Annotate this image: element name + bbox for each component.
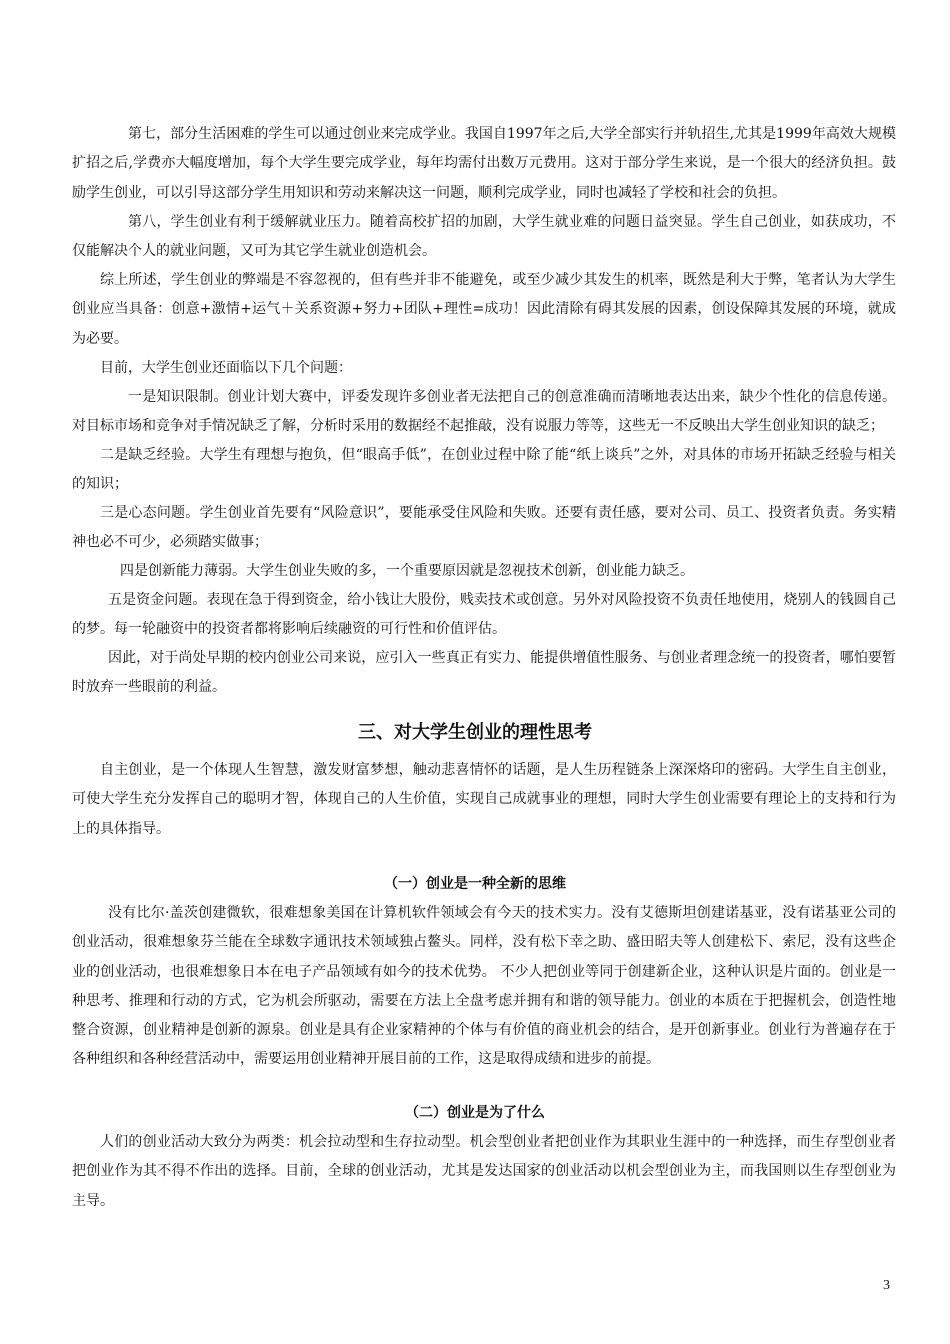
paragraph-problem-knowledge: 一是知识限制。创业计划大赛中，评委发现许多创业者无法把自己的创意准确而清晰地表达出来，缺少个性化的信息传递。对目标市场和竞争对手情况缺乏了解，分析时采用的数据经不起推敲，没有说服力等等，这些无一不反映出大学生创业知识的缺乏； (72, 389, 896, 435)
paragraph-problem-experience: 二是缺乏经验。大学生有理想与抱负，但“眼高手低”，在创业过程中除了能“纸上谈兵”之外，对具体的市场开拓缺乏经验与相关的知识； (72, 447, 896, 493)
paragraph-problem-innovation: 四是创新能力薄弱。大学生创业失败的多，一个重要原因就是忽视技术创新，创业能力缺乏。 (120, 563, 694, 579)
paragraph-why-entrepreneurship: 人们的创业活动大致分为两类：机会拉动型和生存拉动型。机会型创业者把创业作为其职业生涯中的一种选择，而生存型创业者把创业作为其不得不作出的选择。目前，全球的创业活动，尤其是发达国家的创业活动以机会型创业为主，而我国则以生存型创业为主导。 (72, 1134, 896, 1209)
subsection-title-2: （二）创业是为了什么 (405, 1105, 545, 1121)
paragraph-summary: 综上所述，学生创业的弊端是不容忽视的，但有些并非不能避免，或至少减少其发生的机率，既然是利大于弊，笔者认为大学生创业应当具备：创意+激情+运气＋关系资源+努力+团队+理性=成功！因此清除有碍其发展的因素，创设保障其发展的环境，就成为必要。 (72, 272, 896, 347)
paragraph-eighth: 第八，学生创业有利于缓解就业压力。随着高校扩招的加剧，大学生就业难的问题日益突显。学生自己创业，如获成功，不仅能解决个人的就业问题，又可为其它学生就业创造机会。 (72, 214, 896, 260)
paragraph-therefore: 因此，对于尚处早期的校内创业公司来说，应引入一些真正有实力、能提供增值性服务、与创业者理念统一的投资者，哪怕要暂时放弃一些眼前的利益。 (72, 650, 896, 696)
section-title: 三、对大学生创业的理性思考 (358, 722, 592, 743)
paragraph-problem-mindset: 三是心态问题。学生创业首先要有“风险意识”，要能承受住风险和失败。还要有责任感，要对公司、员工、投资者负责。务实精神也必不可少，必须踏实做事； (72, 505, 896, 551)
paragraph-self-employment: 自主创业，是一个体现人生智慧，激发财富梦想，触动悲喜情怀的话题，是人生历程链条上深深烙印的密码。大学生自主创业，可使大学生充分发挥自己的聪明才智，体现自己的人生价值，实现自己成就事业的理想，同时大学生创业需要有理论上的支持和行为上的具体指导。 (72, 762, 896, 837)
page-number: 3 (883, 1278, 890, 1293)
paragraph-problem-funding: 五是资金问题。表现在急于得到资金，给小钱让大股份，贱卖技术或创意。另外对风险投资不负责任地使用，烧别人的钱圆自己的梦。每一轮融资中的投资者都将影响后续融资的可行性和价值评估。 (72, 592, 896, 638)
paragraph-problems-intro: 目前，大学生创业还面临以下几个问题： (100, 360, 352, 376)
paragraph-seventh: 第七，部分生活困难的学生可以通过创业来完成学业。我国自1997年之后,大学全部实行并轨招生,尤其是1999年高效大规模扩招之后,学费亦大幅度增加，每个大学生要完成学业，每年均需付出数万元费用。这对于部分学生来说，是一个很大的经济负担。鼓励学生创业，可以引导这部分学生用知识和劳动来解决这一问题，顺利完成学业，同时也减轻了学校和社会的负担。 (72, 126, 896, 201)
paragraph-new-thinking: 没有比尔·盖茨创建微软，很难想象美国在计算机软件领域会有今天的技术实力。没有艾德斯坦创建诺基亚，没有诺基亚公司的创业活动，很难想象芬兰能在全球数字通讯技术领域独占鳌头。同样，没有松下幸之助、盛田昭夫等人创建松下、索尼，没有这些企业的创业活动，也很难想象日本在电子产品领域有如今的技术优势。 不少人把创业等同于创建新企业，这种认识是片面的。创业是一种思考、推理和行动的方式，它为机会所驱动，需要在方法上全盘考虑并拥有和谐的领导能力。创业的本质在于把握机会，创造性地整合资源，创业精神是创新的源泉。创业是具有企业家精神的个体与有价值的商业机会的结合，是开创新事业。创业行为普遍存在于各种组织和各种经营活动中，需要运用创业精神开展目前的工作，这是取得成绩和进步的前提。 (72, 905, 896, 1068)
subsection-title-1: （一）创业是一种全新的思维 (384, 876, 566, 892)
